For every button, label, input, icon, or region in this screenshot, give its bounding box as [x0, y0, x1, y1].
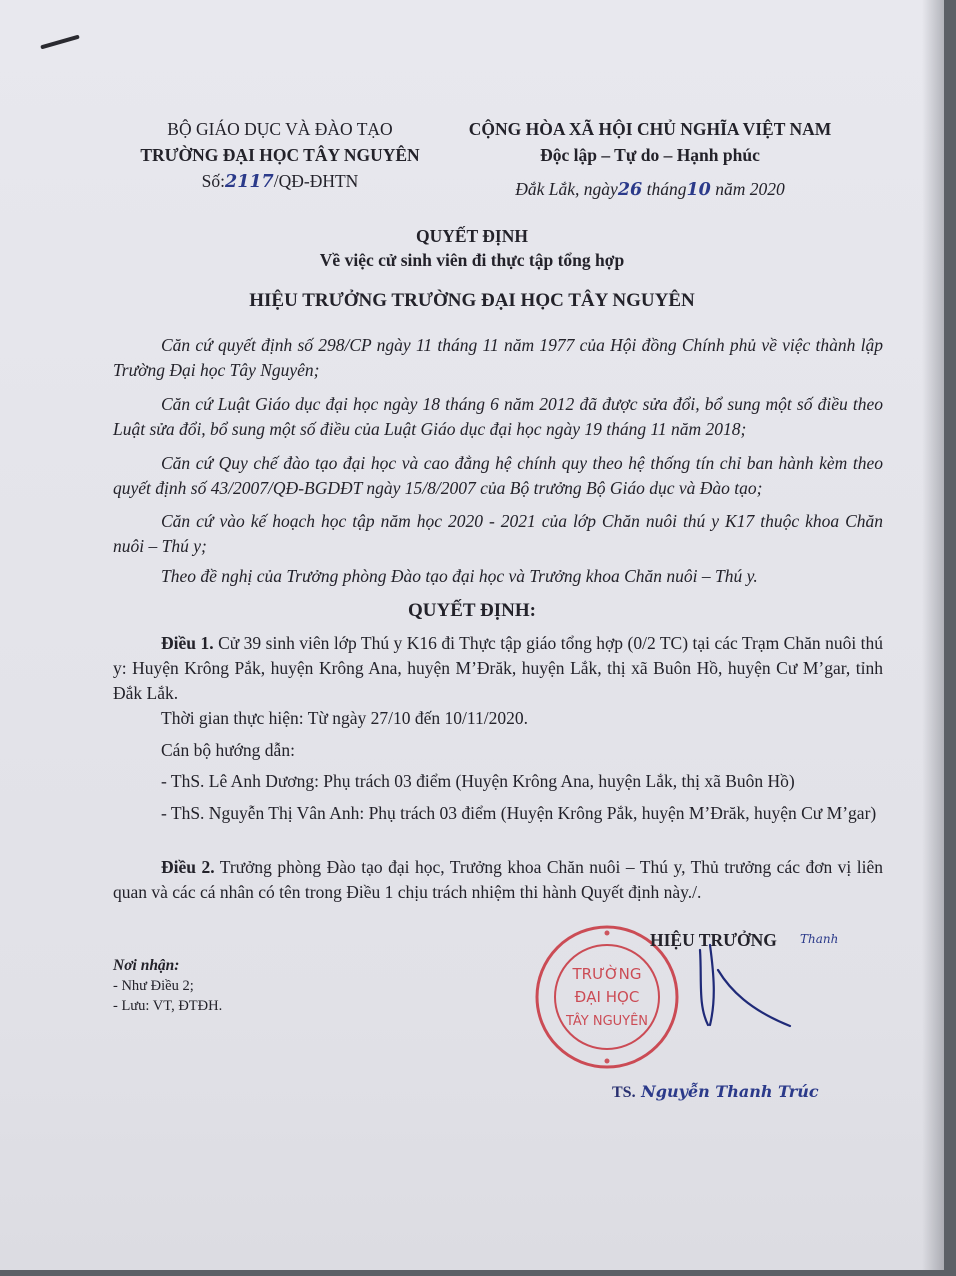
basis-5: Theo đề nghị của Trưởng phòng Đào tạo đại học và Trưởng khoa Chăn nuôi – Thú y. [161, 566, 758, 586]
national-motto: Độc lập – Tự do – Hạnh phúc [540, 145, 760, 165]
article-1-period: Thời gian thực hiện: Từ ngày 27/10 đến 10/11/2020. [161, 708, 528, 728]
basis-3: Căn cứ Quy chế đào tạo đại học và cao đẳng hệ chính quy theo hệ thống tín chỉ ban hành kèm theo quyết định số 43/2007/QĐ-BGDĐT ngày 15/8/2007 của Bộ trưởng Bộ Giáo dục và Đào tạo; [113, 453, 883, 498]
decision-number: Số:2117/QĐ-ĐHTN [201, 171, 359, 192]
document-title: QUYẾT ĐỊNH [416, 226, 528, 246]
national-header [455, 116, 845, 203]
recipient-item: - Như Điều 2; [113, 978, 194, 994]
basis-2: Căn cứ Luật Giáo dục đại học ngày 18 tháng 6 năm 2012 đã được sửa đổi, bổ sung một số điều theo Luật sửa đổi, bổ sung một số điều của Luật Giáo dục đại học ngày 19 tháng 11 năm 2018; [113, 394, 883, 439]
handwritten-number: 2117 [225, 172, 274, 192]
seal-line: TRƯỜNG [572, 965, 642, 983]
signatory-name: TS. Nguyễn Thanh Trúc [612, 1082, 819, 1101]
signatory-title: HIỆU TRƯỞNG [650, 930, 777, 950]
seal-line: ĐẠI HỌC [574, 988, 640, 1006]
issue-date: Đắk Lắk, ngày26 tháng10 năm 2020 [515, 179, 785, 200]
recipients-label: Nơi nhận: [113, 957, 180, 974]
university-name: TRƯỜNG ĐẠI HỌC TÂY NGUYÊN [140, 145, 420, 165]
issuer-header [120, 116, 440, 195]
recipient-item: - Lưu: VT, ĐTĐH. [113, 998, 223, 1014]
basis-1: Căn cứ quyết định số 298/CP ngày 11 tháng 11 năm 1977 của Hội đồng Chính phủ về việc thành lập Trường Đại học Tây Nguyên; [113, 335, 883, 380]
pen-mark [40, 35, 80, 50]
supervisor-1: - ThS. Lê Anh Dương: Phụ trách 03 điểm (Huyện Krông Ana, huyện Lắk, thị xã Buôn Hồ) [161, 771, 795, 791]
signatory-initial: Thanh [800, 932, 839, 946]
seal-line: TÂY NGUYÊN [565, 1014, 649, 1029]
article-1-supervisors-label: Cán bộ hướng dẫn: [161, 740, 295, 760]
country-name: CỘNG HÒA XÃ HỘI CHỦ NGHĨA VIỆT NAM [468, 119, 832, 139]
supervisor-2: - ThS. Nguyễn Thị Vân Anh: Phụ trách 03 điểm (Huyện Krông Pắk, huyện M’Đrăk, huyện Cư M’gar) [161, 803, 877, 823]
issuing-authority: HIỆU TRƯỞNG TRƯỜNG ĐẠI HỌC TÂY NGUYÊN [249, 290, 695, 311]
article-2: Điều 2. Trưởng phòng Đào tạo đại học, Trưởng khoa Chăn nuôi – Thú y, Thủ trưởng các đơn vị liên quan và các cá nhân có tên trong Điều 1 chịu trách nhiệm thi hành Quyết định này./. [113, 857, 884, 902]
decision-heading: QUYẾT ĐỊNH: [408, 600, 536, 621]
basis-4: Căn cứ vào kế hoạch học tập năm học 2020 - 2021 của lớp Chăn nuôi thú y K17 thuộc khoa Chăn nuôi – Thú y; [113, 511, 883, 556]
recipients-block [113, 956, 222, 1016]
ministry-name: BỘ GIÁO DỤC VÀ ĐÀO TẠO [167, 119, 393, 139]
document-subject: Về việc cử sinh viên đi thực tập tổng hợp [319, 250, 625, 270]
article-1: Điều 1. Cử 39 sinh viên lớp Thú y K16 đi Thực tập giáo tổng hợp (0/2 TC) tại các Trạm Chăn nuôi thú y: Huyện Krông Pắk, huyện Krông Ana, huyện M’Đrăk, huyện Lắk, thị xã Buôn Hồ, huyện Cư M’gar, tỉnh Đắk Lắk. [113, 633, 884, 703]
handwritten-signature [680, 930, 820, 1030]
